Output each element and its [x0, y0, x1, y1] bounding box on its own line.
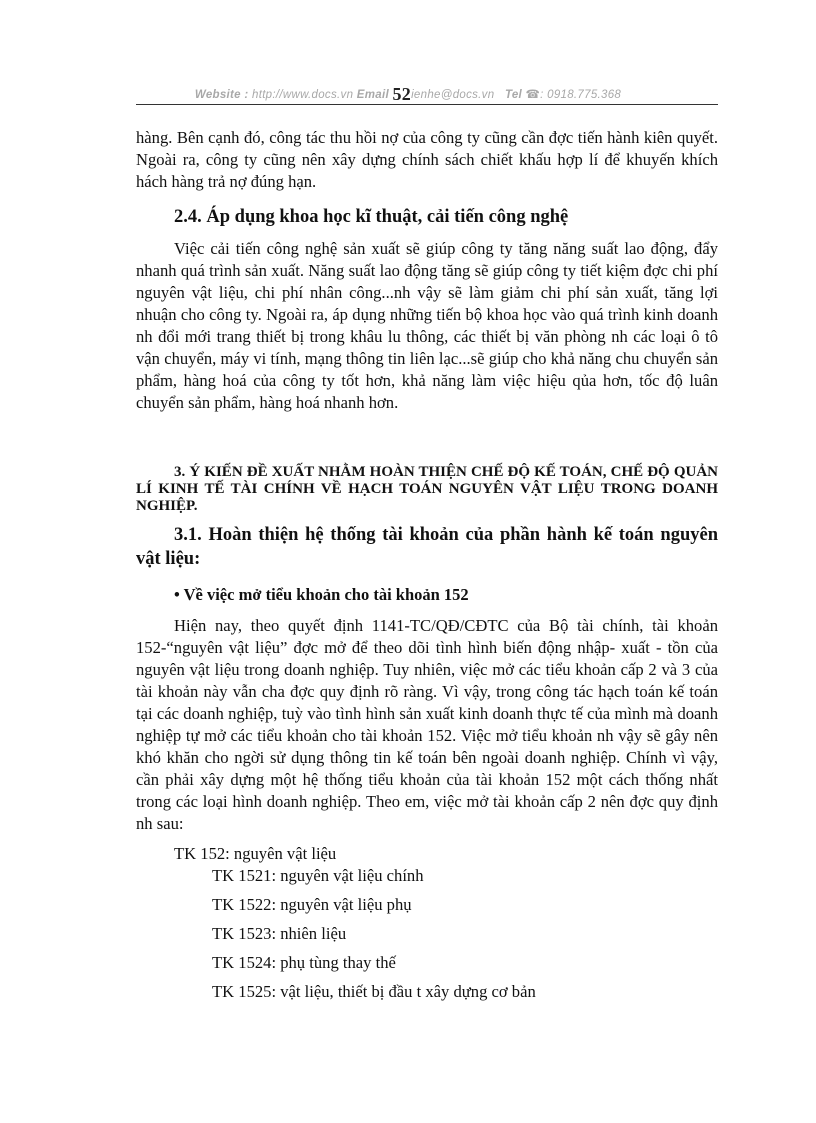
paragraph-technology: Việc cải tiến công nghệ sản xuất sẽ giúp công ty tăng năng suất lao động, đẩy nhanh quá trình sản xuất. Năng suất lao động tăng sẽ giúp công ty tiết kiệm đợc chi phí nguyên vật liệu, chi phí nhân công...nh vậy sẽ làm giảm chi phí sản xuất, tăng lợi nhuận cho công ty. Ngoài ra, áp dụng những tiến bộ khoa học vào quá trình kinh doanh nh đổi mới trang thiết bị trong khâu lu thông, các thiết bị văn phòng nh các loại ô tô vận chuyển, máy vi tính, mạng thông tin liên lạc...sẽ giúp cho khả năng chu chuyển sản phẩm, hàng hoá của công ty tốt hơn, khả năng làm việc hiệu qủa hơn, tốc độ luân chuyển sản phẩm, hàng hoá nhanh hơn. [136, 239, 718, 412]
account-item-1524: TK 1524: phụ tùng thay thế [212, 953, 396, 972]
tel-value: : 0918.775.368 [540, 89, 622, 101]
bullet-dot-icon: • [174, 585, 180, 604]
header-divider [136, 104, 718, 105]
paragraph-debt-collection: hàng. Bên cạnh đó, công tác thu hồi nợ của công ty cũng cần đợc tiến hành kiên quyết. Ngoài ra, công ty cũng nên xây dựng chính sách chiết khấu hợp lí để khuyến khích hách hàng trả nợ đúng hạn. [136, 128, 718, 191]
bullet-heading-text: Về việc mở tiểu khoản cho tài khoản 152 [183, 585, 469, 604]
email-value[interactable]: ienhe@docs.vn [411, 89, 495, 101]
page-header [0, 82, 816, 103]
account-item-1522: TK 1522: nguyên vật liệu phụ [212, 895, 412, 914]
account-item-1523: TK 1523: nhiên liệu [212, 924, 347, 943]
paragraph-subaccounts: Hiện nay, theo quyết định 1141-TC/QĐ/CĐTC của Bộ tài chính, tài khoản 152-“nguyên vật liệu” đợc mở để theo dõi tình hình biến động nhập- xuất - tồn của nguyên vật liệu trong doanh nghiệp. Tuy nhiên, việc mở các tiểu khoản cấp 2 và 3 của tài khoản này vẫn cha đợc quy định rõ ràng. Vì vậy, trong công tác hạch toán kế toán tại các doanh nghiệp, tuỳ vào tình hình sản xuất kinh doanh thực tế của mình mà doanh nghiệp tự mở các tiểu khoản cho tài khoản 152. Việc mở tiểu khoản nh vậy sẽ gây nên khó khăn cho ngời sử dụng thông tin kế toán bên ngoài doanh nghiệp. Chính vì vậy, cần phải xây dựng một hệ thống tiểu khoản của tài khoản 152 một cách thống nhất trong các loại hình doanh nghiệp. Theo em, việc mở tài khoản cấp 2 nên đợc quy định nh sau: [136, 616, 718, 833]
section-heading-2-4: 2.4. Áp dụng khoa học kĩ thuật, cải tiến công nghệ [174, 207, 569, 227]
email-label: Email [356, 89, 389, 101]
section-heading-3: 3. Ý KIẾN ĐỀ XUẤT NHẰM HOÀN THIỆN CHẾ ĐỘ KẾ TOÁN, CHẾ ĐỘ QUẢN LÍ KINH TẾ TÀI CHÍNH VỀ HẠCH TOÁN NGUYÊN VẬT LIỆU TRONG DOANH NGHIỆP. [136, 464, 718, 514]
telephone-icon: ☎ [525, 89, 541, 101]
document-body [136, 127, 718, 1002]
page-number: 52 [392, 84, 412, 104]
website-label: Website : [194, 89, 249, 101]
account-item-1521: TK 1521: nguyên vật liệu chính [212, 866, 424, 885]
website-url[interactable]: http://www.docs.vn [252, 89, 354, 101]
section-heading-3-1: 3.1. Hoàn thiện hệ thống tài khoản của phần hành kế toán nguyên vật liệu: [136, 525, 718, 569]
tel-label: Tel [504, 89, 523, 101]
account-item-1525: TK 1525: vật liệu, thiết bị đầu t xây dựng cơ bản [212, 982, 536, 1001]
account-root: TK 152: nguyên vật liệu [174, 844, 337, 863]
bullet-heading [136, 584, 718, 606]
